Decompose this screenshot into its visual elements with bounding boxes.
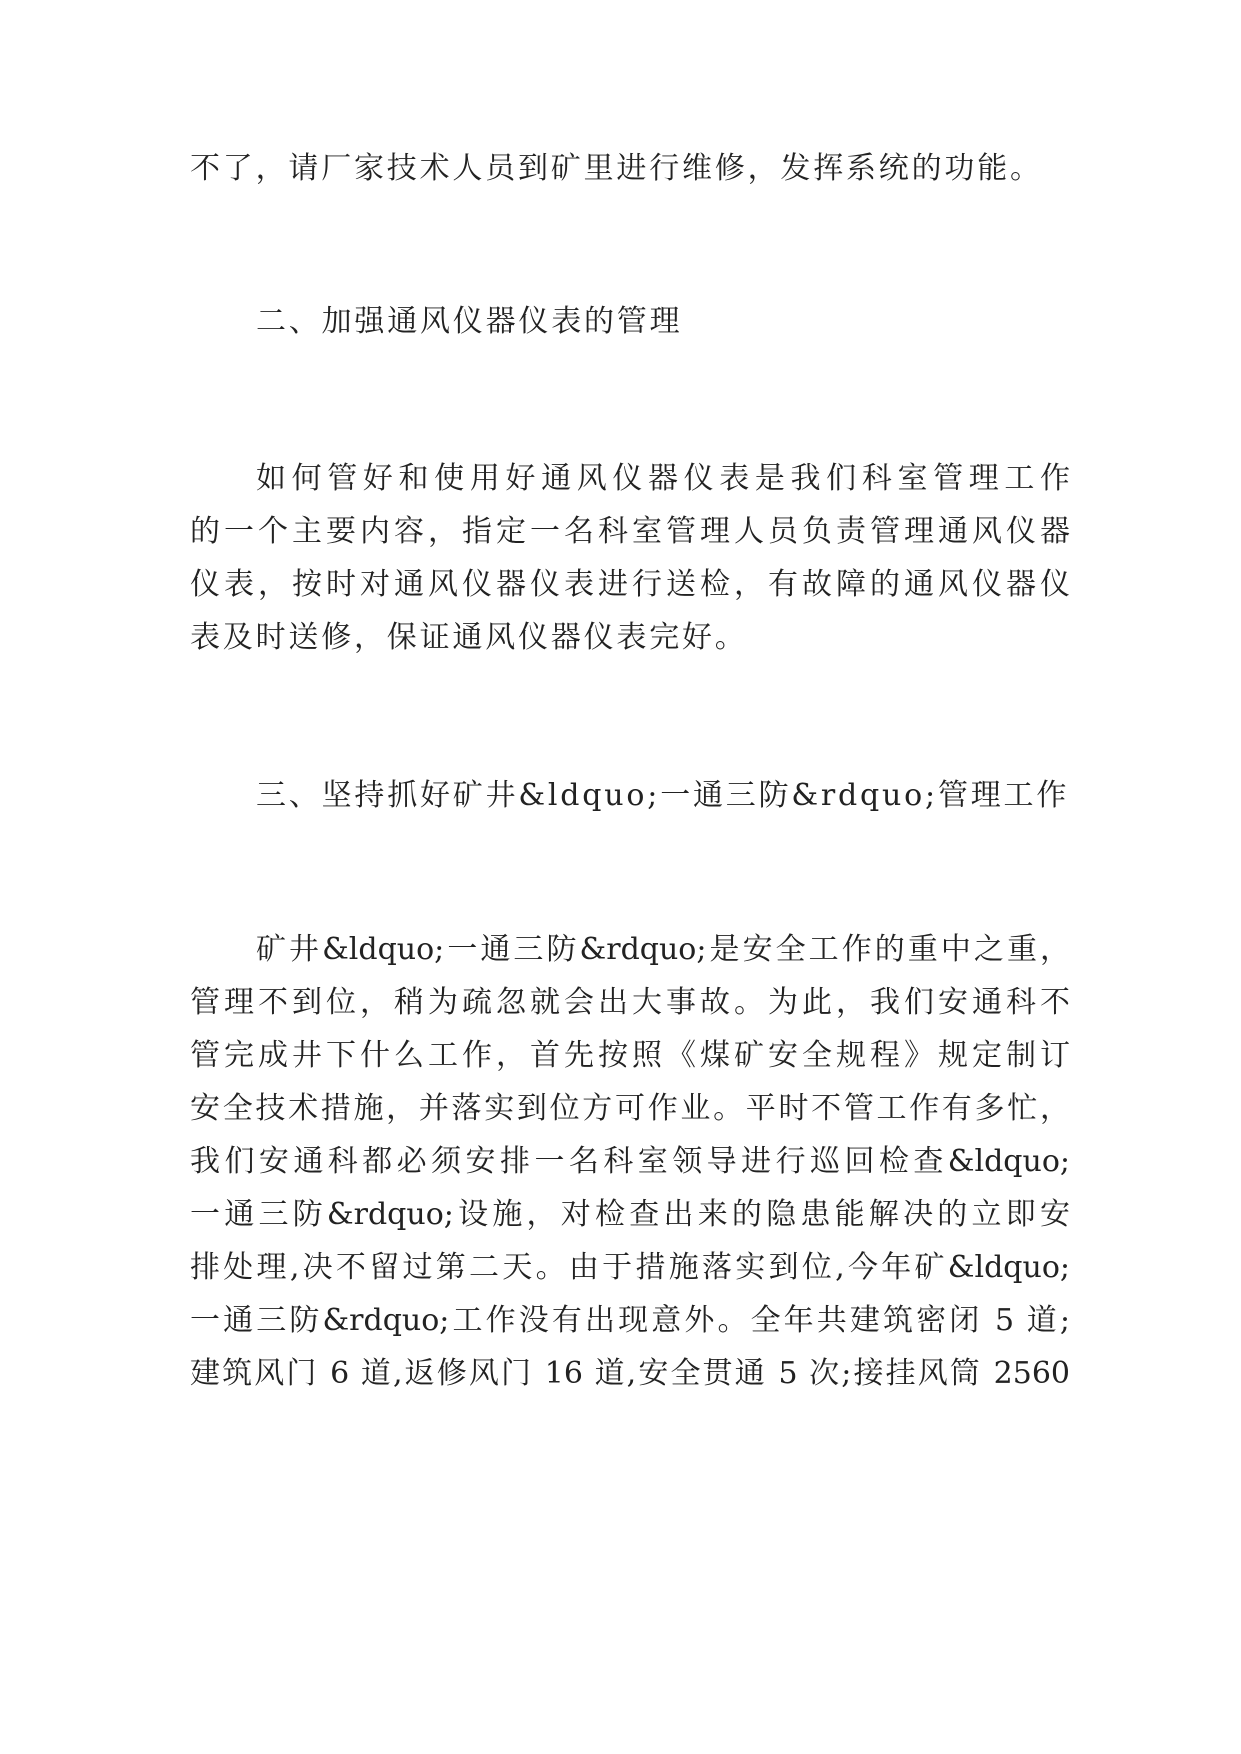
section-heading-2: 二、加强通风仪器仪表的管理 — [256, 304, 683, 339]
paragraph-3-line-5: 我们安通科都必须安排一名科室领导进行巡回检查&ldquo; — [190, 1144, 1070, 1179]
section-heading-3: 三、坚持抓好矿井&ldquo;一通三防&rdquo;管理工作 — [256, 778, 1070, 813]
paragraph-3-line-4: 安全技术措施，并落实到位方可作业。平时不管工作有多忙， — [190, 1091, 1070, 1126]
paragraph-3-line-9: 建筑风门 6 道,返修风门 16 道,安全贯通 5 次;接挂风筒 2560 — [190, 1356, 1070, 1391]
paragraph-3-line-7: 排处理,决不留过第二天。由于措施落实到位,今年矿&ldquo; — [190, 1250, 1070, 1285]
paragraph-3-line-1: 矿井&ldquo;一通三防&rdquo;是安全工作的重中之重， — [256, 932, 1070, 967]
paragraph-2-line-1: 如何管好和使用好通风仪器仪表是我们科室管理工作 — [256, 461, 1070, 496]
paragraph-3-line-3: 管完成井下什么工作，首先按照《煤矿安全规程》规定制订 — [190, 1038, 1070, 1073]
paragraph-2-line-3: 仪表，按时对通风仪器仪表进行送检，有故障的通风仪器仪 — [190, 567, 1070, 602]
paragraph-3-line-8: 一通三防&rdquo;工作没有出现意外。全年共建筑密闭 5 道; — [190, 1303, 1070, 1338]
paragraph-1-line-1: 不了，请厂家技术人员到矿里进行维修，发挥系统的功能。 — [190, 151, 1043, 186]
paragraph-3-line-2: 管理不到位，稍为疏忽就会出大事故。为此，我们安通科不 — [190, 985, 1070, 1020]
paragraph-3-line-6: 一通三防&rdquo;设施，对检查出来的隐患能解决的立即安 — [190, 1197, 1070, 1232]
paragraph-2-line-4: 表及时送修，保证通风仪器仪表完好。 — [190, 620, 748, 655]
paragraph-2-line-2: 的一个主要内容，指定一名科室管理人员负责管理通风仪器 — [190, 514, 1070, 549]
